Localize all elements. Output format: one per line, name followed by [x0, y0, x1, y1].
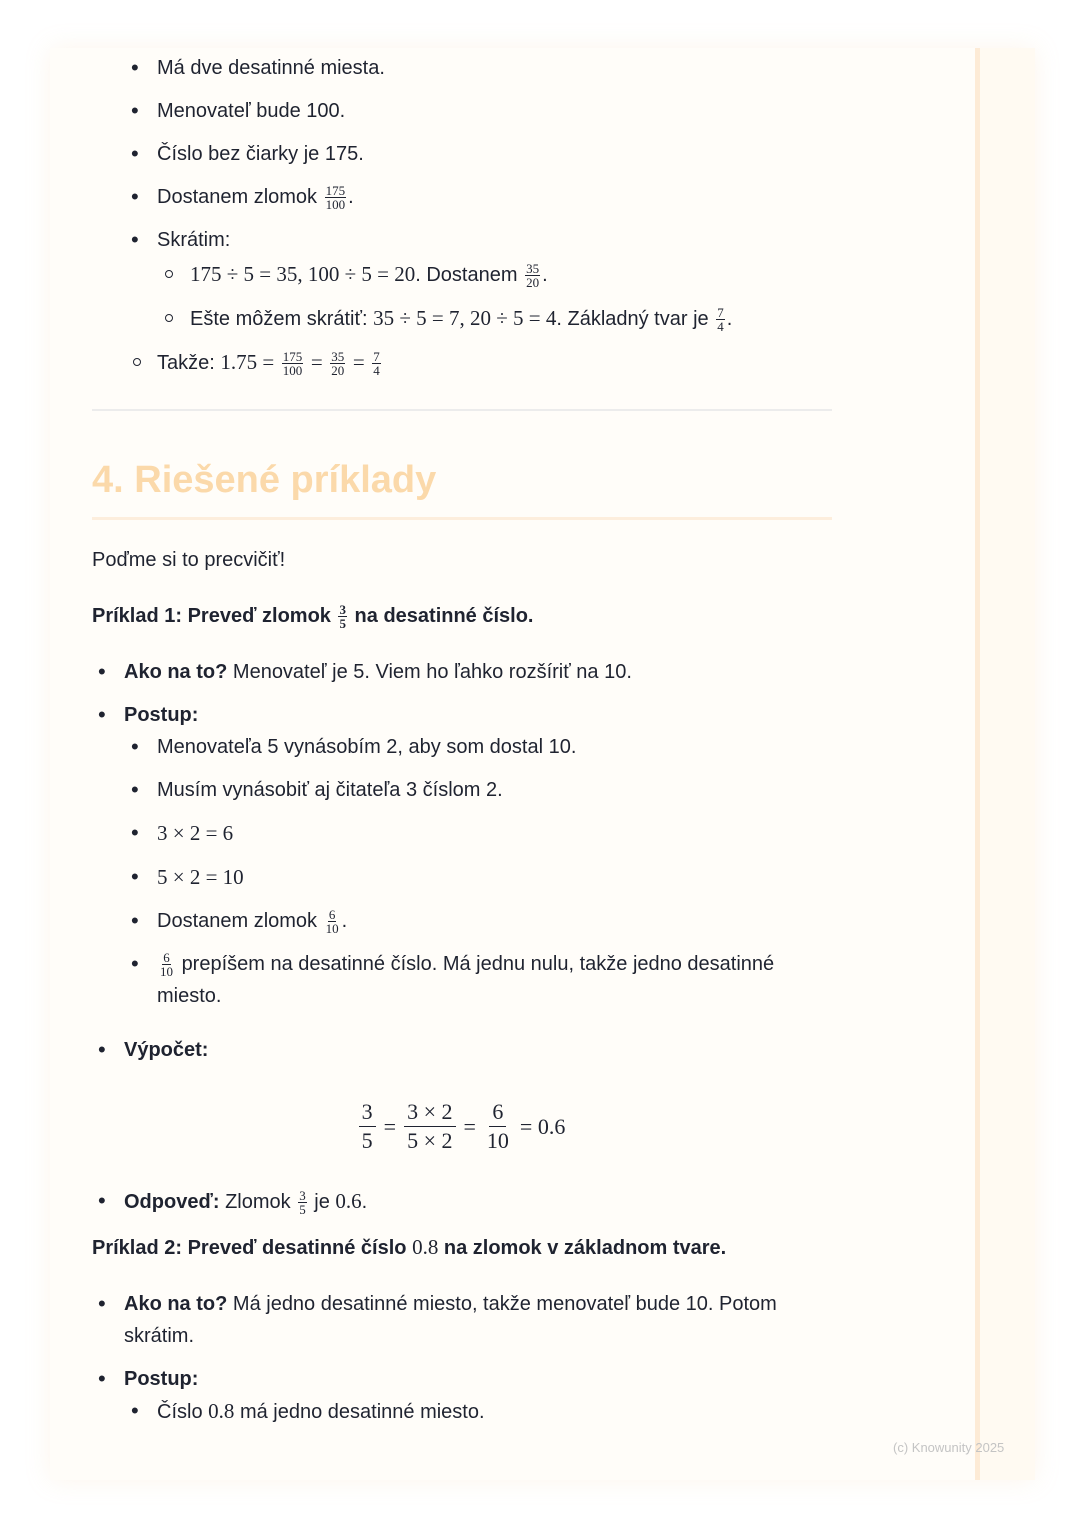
- calculation-equation: $\frac{3}{5}$ = $\frac{3 \times 2}{5 \times 2}$ = $\frac{6}{10}$ = 0.6: [92, 1098, 832, 1155]
- fraction: $\frac{175}{100}$: [325, 183, 346, 213]
- fraction: $\frac{3}{5}$: [359, 1098, 376, 1155]
- fraction: $\frac{6}{10}$: [486, 1099, 509, 1153]
- list-item: • Výpočet:: [92, 1034, 832, 1066]
- conversion-steps-list: [92, 52, 832, 335]
- list-item: • 5 × 2 = 10: [92, 861, 832, 894]
- fraction: $\frac{175}{100}$: [282, 349, 303, 379]
- fraction: $\frac{35}{20}$: [331, 349, 345, 379]
- list-item: • Odpoveď: Zlomok $\frac{3}{5}$ je 0.6.: [92, 1185, 832, 1218]
- sidebar-strip: [975, 48, 1035, 1480]
- example-1-answer-list: [92, 1185, 832, 1218]
- example-2-list: [92, 1288, 832, 1395]
- list-item: • Číslo bez čiarky je 175.: [92, 138, 832, 170]
- example-2-steps: [92, 1395, 832, 1428]
- heading-underline: [92, 517, 832, 520]
- list-item: • Dostanem zlomok $\frac{6}{10}$ .: [92, 905, 832, 937]
- sub-list: [157, 258, 832, 335]
- fraction: $\frac{35}{20}$: [526, 261, 540, 291]
- list-item: • Menovateľ bude 100.: [92, 95, 832, 127]
- example-1-steps: [92, 731, 832, 1012]
- list-item: 175 ÷ 5 = 35, 100 ÷ 5 = 20. Dostanem $\frac{35}{20}$ .: [157, 258, 832, 291]
- list-item: • Dostanem zlomok $\frac{175}{100}$ .: [92, 181, 832, 213]
- example-1-list: [92, 656, 832, 731]
- fraction: $\frac{3}{5}$: [299, 1188, 306, 1218]
- list-item: • Má dve desatinné miesta.: [92, 52, 832, 84]
- list-item: • Ako na to? Má jedno desatinné miesto, takže menovateľ bude 10. Potom skrátim.: [92, 1288, 832, 1352]
- example-1-calc-list: [92, 1034, 832, 1066]
- list-item: • Menovateľa 5 vynásobím 2, aby som dostal 10.: [92, 731, 832, 763]
- fraction: $\frac{3 \times 2}{5 \times 2}$: [404, 1098, 455, 1155]
- divider: [92, 409, 832, 411]
- list-item: • Postup:: [92, 1363, 832, 1395]
- fraction: $\frac{3}{5}$: [339, 602, 346, 632]
- list-item: • Číslo 0.8 má jedno desatinné miesto.: [92, 1395, 832, 1428]
- fraction: $\frac{7}{4}$: [717, 305, 724, 335]
- list-item: • 3 × 2 = 6: [92, 817, 832, 850]
- list-item: • Musím vynásobiť aj čitateľa 3 číslom 2.: [92, 774, 832, 806]
- document-content: [92, 52, 832, 1439]
- margin-rule: [975, 48, 980, 1480]
- example-2-title: Príklad 2: Preveď desatinné číslo 0.8 na zlomok v základnom tvare.: [92, 1235, 727, 1259]
- list-item: • Ako na to? Menovateľ je 5. Viem ho ľahko rozšíriť na 10.: [92, 656, 832, 688]
- list-item: • $\frac{6}{10}$ prepíšem na desatinné číslo. Má jednu nulu, takže jedno desatinné miesto.: [92, 948, 832, 1012]
- list-item: • Skrátim: 175 ÷ 5 = 35, 100 ÷ 5 = 20. Dostanem $\frac{35}{20}$ . Ešte môžem skrátiť: 35 ÷ 5 = 7, 20 ÷ 5 = 4. Základný tvar je $\frac{7}{4}$ .: [92, 224, 832, 335]
- fraction: $\frac{7}{4}$: [373, 349, 380, 379]
- example-1-title: Príklad 1: Preveď zlomok $\frac{3}{5}$ na desatinné číslo.: [92, 602, 534, 632]
- section-heading: 4. Riešené príklady: [92, 459, 437, 501]
- list-item: • Postup:: [92, 699, 832, 731]
- fraction: • $\frac{6}{10}$: [160, 950, 173, 980]
- fraction: $\frac{6}{10}$: [325, 907, 339, 937]
- list-item: Ešte môžem skrátiť: 35 ÷ 5 = 7, 20 ÷ 5 = 4. Základný tvar je $\frac{7}{4}$ .: [157, 302, 832, 335]
- summary-line: Takže: 1.75 = $\frac{175}{100}$ = $\frac{35}{20}$ = $\frac{7}{4}$: [92, 346, 832, 379]
- copyright-footer: (c) Knowunity 2025: [893, 1440, 1005, 1455]
- section-intro: Poďme si to precvičiť!: [92, 549, 286, 571]
